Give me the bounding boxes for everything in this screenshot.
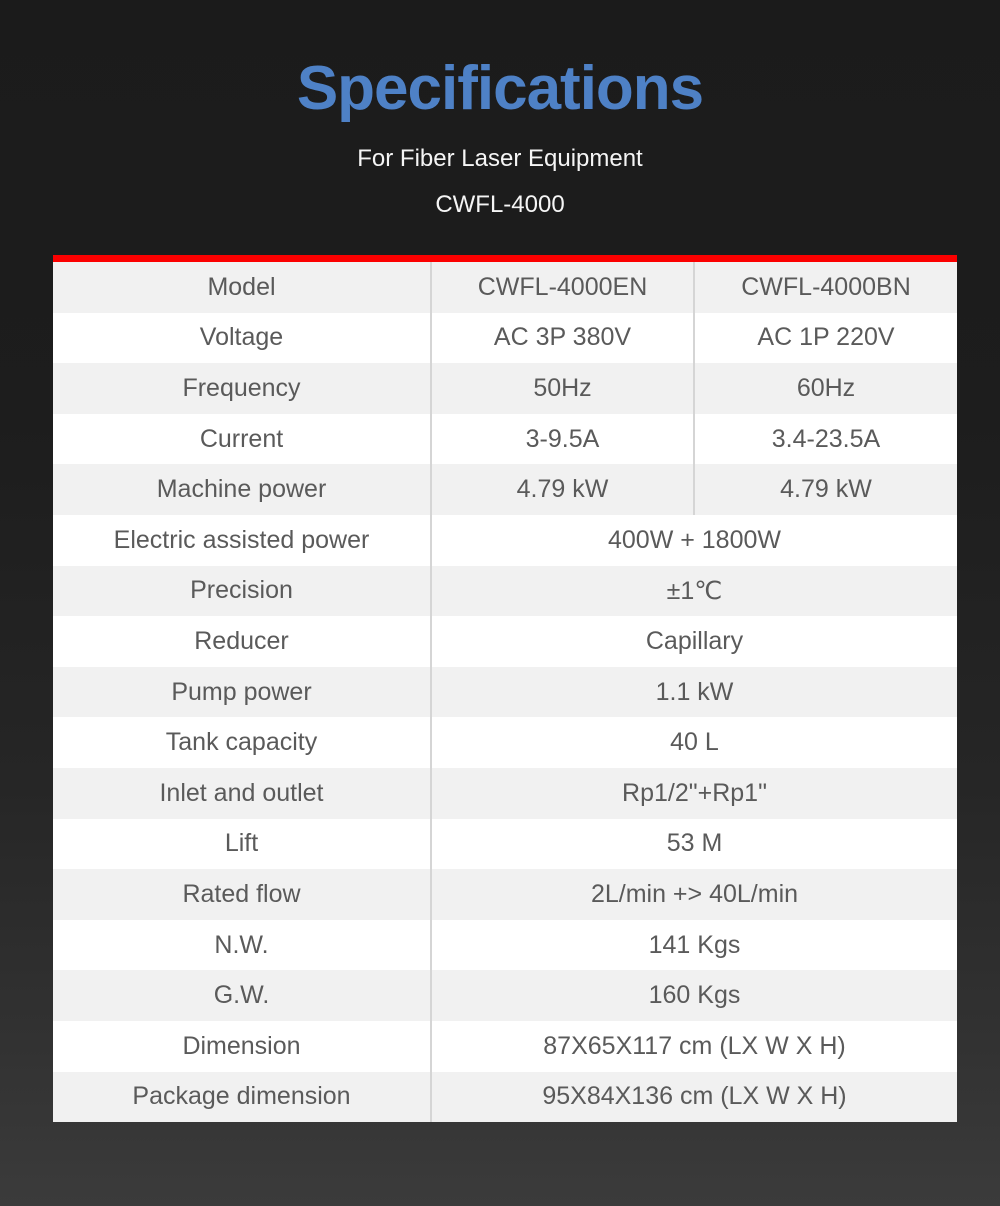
spec-label-cell: Current [199, 424, 284, 453]
page-subtitle: For Fiber Laser Equipment [357, 145, 643, 172]
spec-value-cell: 3.4-23.5A [693, 414, 957, 465]
spec-label-cell: Precision [190, 576, 293, 605]
table-row [53, 970, 957, 1021]
spec-value-cell: 400W + 1800W [430, 515, 957, 566]
product-model: CWFL-4000 [435, 191, 565, 218]
table-row [53, 819, 957, 870]
spec-label-cell: Rated flow [182, 879, 301, 908]
spec-value-cell: AC 1P 220V [693, 313, 957, 364]
spec-table [53, 255, 957, 1122]
table-row [53, 920, 957, 971]
spec-value-cell: Capillary [430, 616, 957, 667]
spec-table-rows [53, 262, 957, 1122]
spec-label-cell: Tank capacity [165, 728, 318, 757]
table-row [53, 1021, 957, 1072]
spec-value-cell: 40 L [430, 717, 957, 768]
table-row [53, 363, 957, 414]
spec-value-cell: 141 Kgs [430, 920, 957, 971]
spec-value-cell: 53 M [430, 819, 957, 870]
spec-label-cell: Pump power [171, 677, 312, 706]
table-top-accent-bar [53, 255, 957, 262]
table-row [53, 1072, 957, 1123]
spec-value-cell: 95X84X136 cm (LX W X H) [430, 1072, 957, 1123]
spec-value-cell: 4.79 kW [430, 464, 693, 515]
spec-label-cell: N.W. [214, 930, 269, 959]
spec-value-cell: 60Hz [693, 363, 957, 414]
spec-label-cell: G.W. [213, 981, 270, 1010]
spec-value-cell: CWFL-4000EN [430, 262, 693, 313]
table-row [53, 313, 957, 364]
table-row [53, 515, 957, 566]
spec-value-cell: 1.1 kW [430, 667, 957, 718]
spec-value-cell: Rp1/2"+Rp1" [430, 768, 957, 819]
spec-label-cell: Electric assisted power [113, 525, 370, 554]
spec-label-cell: Machine power [156, 475, 327, 504]
spec-value-cell: AC 3P 380V [430, 313, 693, 364]
spec-label-cell: Lift [224, 829, 259, 858]
table-row [53, 566, 957, 617]
spec-label-cell: Package dimension [132, 1082, 351, 1111]
spec-value-cell: 50Hz [430, 363, 693, 414]
spec-label-cell: Model [207, 272, 276, 301]
table-row [53, 768, 957, 819]
table-row [53, 464, 957, 515]
spec-label-cell: Dimension [182, 1031, 301, 1060]
spec-label-cell: Voltage [199, 323, 284, 352]
table-row [53, 869, 957, 920]
header [0, 0, 1000, 219]
spec-value-cell: 4.79 kW [693, 464, 957, 515]
spec-value-cell: 2L/min +> 40L/min [430, 869, 957, 920]
table-row [53, 616, 957, 667]
table-row [53, 262, 957, 313]
table-row [53, 414, 957, 465]
spec-label-cell: Reducer [194, 626, 289, 655]
spec-value-cell: 87X65X117 cm (LX W X H) [430, 1021, 957, 1072]
spec-label-cell: Inlet and outlet [159, 778, 324, 807]
spec-value-cell: ±1℃ [430, 566, 957, 617]
table-row [53, 667, 957, 718]
table-row [53, 717, 957, 768]
page-title: Specifications [296, 54, 704, 123]
spec-value-cell: 3-9.5A [430, 414, 693, 465]
spec-value-cell: CWFL-4000BN [693, 262, 957, 313]
spec-label-cell: Frequency [182, 373, 301, 402]
spec-value-cell: 160 Kgs [430, 970, 957, 1021]
